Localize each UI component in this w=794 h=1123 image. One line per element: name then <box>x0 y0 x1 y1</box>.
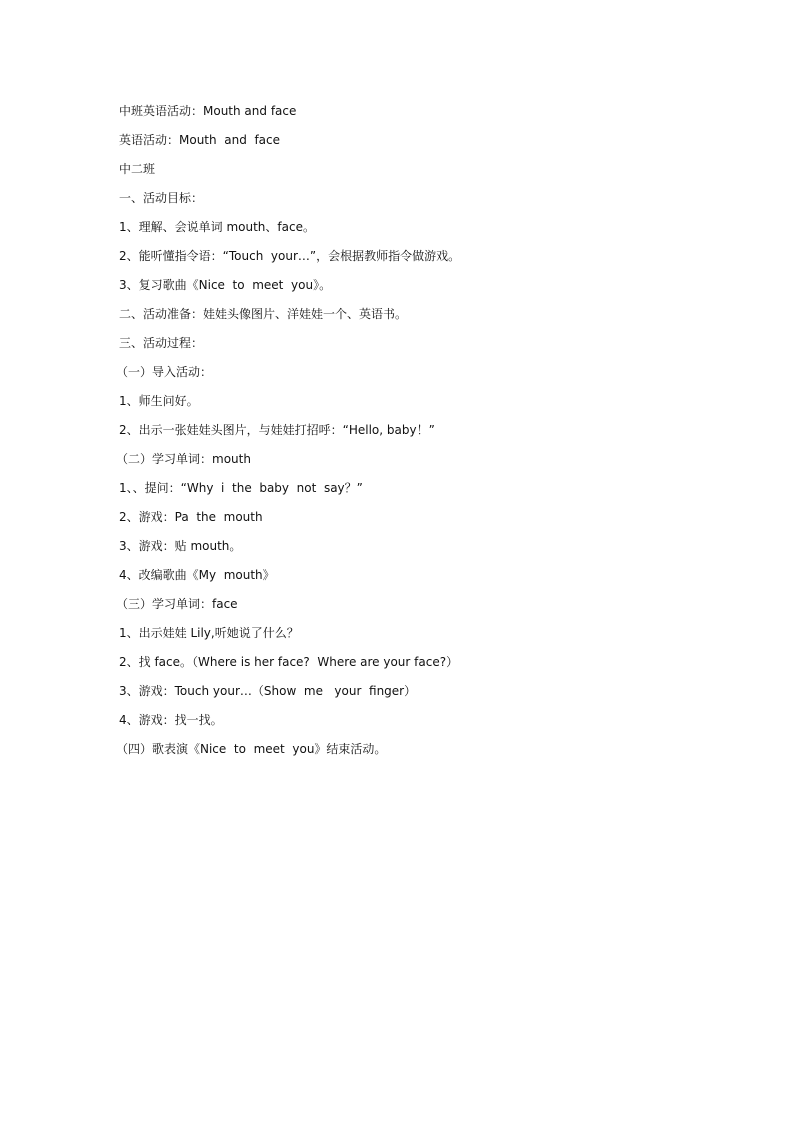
process-step: 4、改编歌曲《My mouth》 <box>119 568 275 582</box>
subsection-heading-face: （三）学习单词：face <box>116 597 238 611</box>
class-name: 中二班 <box>119 162 156 176</box>
process-step: 3、游戏：贴 mouth。 <box>119 539 242 553</box>
process-step: 2、游戏：Pa the mouth <box>119 510 263 524</box>
document-title: 中班英语活动：Mouth and face <box>119 104 297 118</box>
process-step: 1、出示娃娃 Lily,听她说了什么？ <box>119 626 299 640</box>
goal-item: 2、能听懂指令语：“Touch your…”，会根据教师指令做游戏。 <box>119 249 461 263</box>
section-heading-process: 三、活动过程： <box>119 336 204 350</box>
subsection-heading-song: （四）歌表演《Nice to meet you》结束活动。 <box>116 742 387 756</box>
subsection-heading-intro: （一）导入活动： <box>116 365 213 379</box>
document-body <box>116 101 679 768</box>
activity-subtitle: 英语活动：Mouth and face <box>119 133 281 147</box>
subsection-heading-mouth: （二）学习单词：mouth <box>116 452 251 466</box>
process-step: 4、游戏：找一找。 <box>119 713 223 727</box>
process-step: 2、找 face。（Where is her face? Where are your face?） <box>119 655 459 669</box>
process-step: 3、游戏：Touch your…（Show me your finger） <box>119 684 417 698</box>
process-step: 1、师生问好。 <box>119 394 199 408</box>
section-heading-preparation: 二、活动准备：娃娃头像图片、洋娃娃一个、英语书。 <box>119 307 408 321</box>
goal-item: 1、理解、会说单词 mouth、face。 <box>119 220 315 234</box>
process-step: 1、、提问：“Why i the baby not say？” <box>119 481 363 495</box>
process-step: 2、出示一张娃娃头图片，与娃娃打招呼：“Hello, baby！” <box>119 423 435 437</box>
goal-item: 3、复习歌曲《Nice to meet you》。 <box>119 278 332 292</box>
section-heading-goals: 一、活动目标： <box>119 191 204 205</box>
